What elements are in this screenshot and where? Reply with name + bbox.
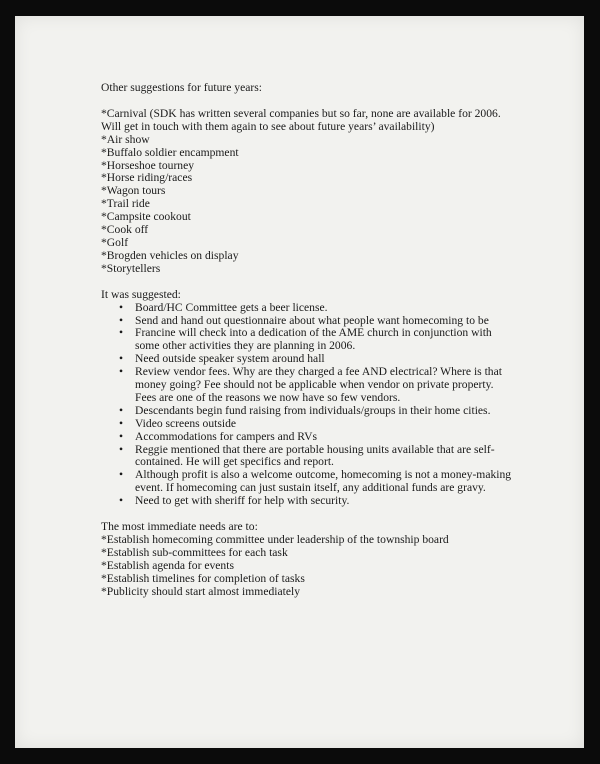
bullet-icon: • <box>119 403 124 417</box>
bullet-text: Need to get with sheriff for help with security. <box>135 494 350 508</box>
suggestion-item: *Horse riding/races <box>101 171 193 185</box>
suggestion-item: *Air show <box>101 132 150 146</box>
bullet-icon: • <box>119 429 124 443</box>
section-heading-it-was-suggested: It was suggested: <box>101 287 181 301</box>
section-heading-future-suggestions: Other suggestions for future years: <box>101 81 262 94</box>
suggestion-item: *Wagon tours <box>101 184 166 198</box>
bullet-item <box>101 405 521 418</box>
bullet-text: Review vendor fees. Why are they charged a fee AND electrical? Where is that <box>135 365 502 379</box>
suggestion-item: *Buffalo soldier encampment <box>101 145 239 159</box>
bullet-text-continued: some other activities they are planning in 2006. <box>135 339 356 353</box>
bullet-item <box>101 431 521 444</box>
bullet-text: Need outside speaker system around hall <box>135 352 325 366</box>
need-item: *Establish sub-committees for each task <box>101 545 288 559</box>
suggestion-item: *Cook off <box>101 223 149 237</box>
suggested-bullet-list <box>101 302 521 509</box>
spacer <box>101 95 521 108</box>
carnival-line-2: Will get in touch with them again to see about future years’ availability) <box>101 119 435 133</box>
bullet-icon: • <box>119 442 124 456</box>
bullet-text-continued: event. If homecoming can just sustain itself, any additional funds are gravy. <box>135 481 486 495</box>
need-item: *Establish timelines for completion of tasks <box>101 571 305 585</box>
need-item: *Establish homecoming committee under leadership of the township board <box>101 533 449 546</box>
bullet-text: Send and hand out questionnaire about what people want homecoming to be <box>135 313 489 327</box>
bullet-text-continued: money going? Fee should not be applicable when vendor on private property. <box>135 378 494 392</box>
bullet-item <box>101 444 521 470</box>
bullet-item <box>101 302 521 315</box>
bullet-text: Accommodations for campers and RVs <box>135 429 317 443</box>
bullet-icon: • <box>119 468 124 482</box>
suggestion-item: *Campsite cookout <box>101 210 191 224</box>
bullet-text-continued: contained. He will get specifics and report. <box>135 455 334 469</box>
bullet-text: Descendants begin fund raising from individuals/groups in their home cities. <box>135 403 491 417</box>
bullet-item <box>101 327 521 353</box>
carnival-line-1: *Carnival (SDK has written several companies but so far, none are available for 2006. <box>101 106 501 120</box>
bullet-text: Video screens outside <box>135 416 237 430</box>
section-heading-immediate-needs: The most immediate needs are to: <box>101 520 258 534</box>
need-item: *Establish agenda for events <box>101 558 234 572</box>
bullet-icon: • <box>119 313 124 327</box>
suggestion-item: *Storytellers <box>101 261 161 275</box>
bullet-text: Francine will check into a dedication of the AME church in conjunction with <box>135 326 492 340</box>
bullet-text: Board/HC Committee gets a beer license. <box>135 300 328 314</box>
suggestion-item: *Golf <box>101 235 129 249</box>
suggestion-item: *Trail ride <box>101 197 150 211</box>
bullet-item <box>101 495 521 508</box>
bullet-icon: • <box>119 494 124 508</box>
paper-page <box>15 16 584 748</box>
document-body <box>101 82 521 599</box>
bullet-icon: • <box>119 365 124 379</box>
bullet-icon: • <box>119 326 124 340</box>
bullet-icon: • <box>119 352 124 366</box>
bullet-text: Although profit is also a welcome outcome, homecoming is not a money-making <box>135 468 512 482</box>
bullet-text-continued: Fees are one of the reasons we now have so few vendors. <box>135 390 401 404</box>
bullet-icon: • <box>119 300 124 314</box>
bullet-item <box>101 418 521 431</box>
need-item: *Publicity should start almost immediately <box>101 584 301 598</box>
bullet-item <box>101 469 521 495</box>
bullet-text: Reggie mentioned that there are portable housing units available that are self- <box>135 442 495 456</box>
suggestion-item: *Brogden vehicles on display <box>101 248 239 262</box>
bullet-item <box>101 366 521 405</box>
bullet-icon: • <box>119 416 124 430</box>
spacer <box>101 276 521 289</box>
suggestion-item: *Horseshoe tourney <box>101 158 195 172</box>
